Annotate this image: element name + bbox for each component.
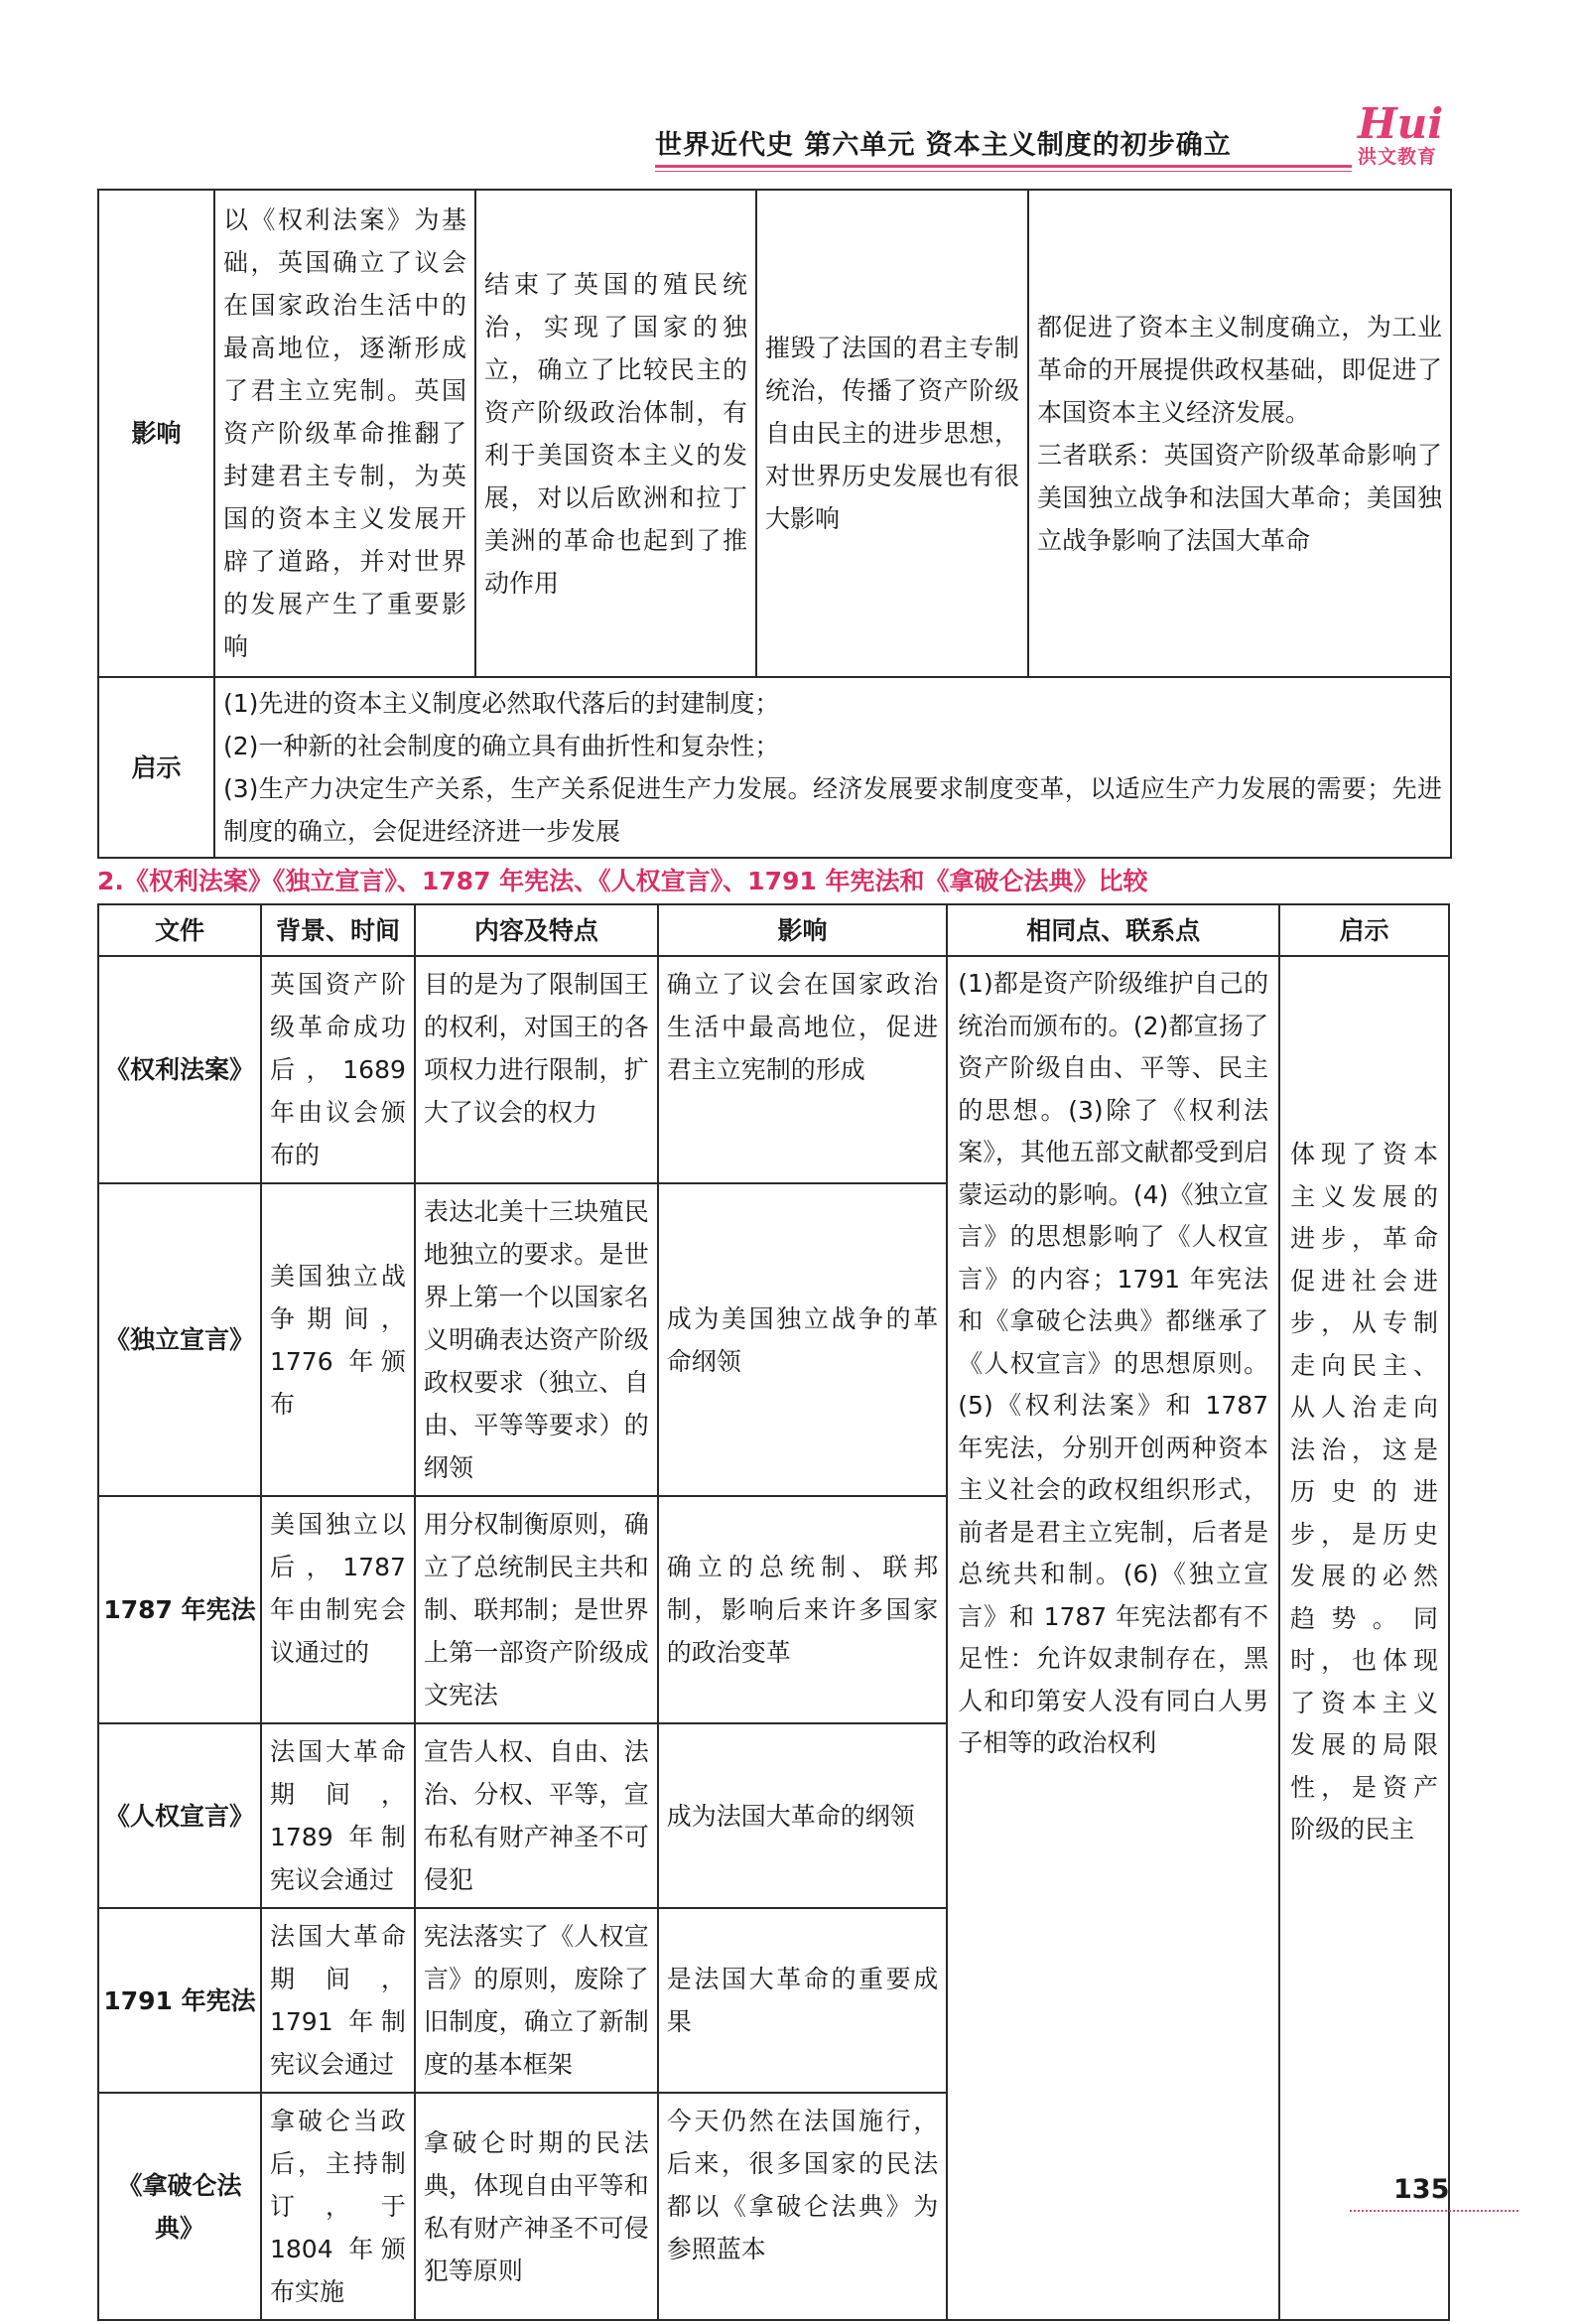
- cell-paragraph: 三者联系：英国资产阶级革命影响了美国独立战争和法国大革命；美国独立战争影响了法国大革命: [1037, 440, 1442, 555]
- table-row-enlightenment: [98, 677, 1451, 858]
- table-cell: 以《权利法案》为基础，英国确立了议会在国家政治生活中的最高地位，逐渐形成了君主立宪制。英国资产阶级革命推翻了封建君主专制，为英国的资本主义发展开辟了道路，并对世界的发展产生了重要影响: [214, 190, 475, 677]
- column-header: 相同点、联系点: [947, 904, 1279, 956]
- page-number-rule: [1350, 2210, 1518, 2212]
- table-cell: 宪法落实了《人权宣言》的原则，废除了旧制度，确立了新制度的基本框架: [415, 1908, 658, 2093]
- table-cell: 拿破仑时期的民法典，体现自由平等和私有财产神圣不可侵犯等原则: [415, 2093, 658, 2320]
- table-cell: 英国资产阶级革命成功后，1689 年由议会颁布的: [261, 956, 415, 1183]
- doc-name: 1791 年宪法: [98, 1908, 261, 2093]
- table-cell: 今天仍然在法国施行，后来，很多国家的民法都以《拿破仑法典》为参照蓝本: [658, 2093, 948, 2320]
- header-rule-thin: [655, 171, 1352, 172]
- doc-name: 《拿破仑法典》: [98, 2093, 261, 2320]
- documents-comparison-table: [97, 903, 1450, 2321]
- table-cell: 美国独立战争期间，1776 年颁布: [261, 1183, 415, 1496]
- list-item: (2)一种新的社会制度的确立具有曲折性和复杂性；: [223, 732, 780, 760]
- header-rule: [655, 165, 1352, 168]
- table-cell: 摧毁了法国的君主专制统治，传播了资产阶级自由民主的进步思想，对世界历史发展也有很大影响: [756, 190, 1028, 677]
- doc-name: 《人权宣言》: [98, 1723, 261, 1908]
- logo-mark: Hui: [1358, 99, 1444, 148]
- table-cell: 法国大革命期间，1791 年制宪议会通过: [261, 1908, 415, 2093]
- section-title: 2.《权利法案》《独立宣言》、1787 年宪法、《人权宣言》、1791 年宪法和《拿破仑法典》比较: [97, 867, 1148, 895]
- cell-paragraph: 都促进了资本主义制度确立，为工业革命的开展提供政权基础，即促进了本国资本主义经济发展。: [1037, 312, 1442, 427]
- table-cell: 目的是为了限制国王的权利，对国王的各项权力进行限制，扩大了议会的权力: [415, 956, 658, 1183]
- column-header: 影响: [658, 904, 948, 956]
- list-item: (3)生产力决定生产关系，生产关系促进生产力发展。经济发展要求制度变革，以适应生产力发展的需要；先进制度的确立，会促进经济进一步发展: [223, 774, 1442, 846]
- table-cell: 成为美国独立战争的革命纲领: [658, 1183, 948, 1496]
- table-cell: 用分权制衡原则，确立了总统制民主共和制、联邦制；是世界上第一部资产阶级成文宪法: [415, 1496, 658, 1723]
- column-header: 背景、时间: [261, 904, 415, 956]
- table-cell: 确立的总统制、联邦制，影响后来许多国家的政治变革: [658, 1496, 948, 1723]
- doc-name: 1787 年宪法: [98, 1496, 261, 1723]
- table-cell: [1028, 190, 1451, 677]
- table-cell: 成为法国大革命的纲领: [658, 1723, 948, 1908]
- table-cell: [214, 677, 1451, 858]
- table-cell: 是法国大革命的重要成果: [658, 1908, 948, 2093]
- comparison-table-top: [97, 189, 1452, 859]
- table-cell: 法国大革命期间，1789 年制宪议会通过: [261, 1723, 415, 1908]
- page-number: 135: [1393, 2174, 1450, 2205]
- column-header: 启示: [1279, 904, 1449, 956]
- table-header-row: [98, 904, 1449, 956]
- list-item: (1)先进的资本主义制度必然取代落后的封建制度；: [223, 689, 780, 718]
- enlightenment-cell: 体现了资本主义发展的进步，革命促进社会进步，从专制走向民主、从人治走向法治，这是历史的进步，是历史发展的必然趋势。同时，也体现了资本主义发展的局限性，是资产阶级的民主: [1279, 956, 1449, 2320]
- common-points-cell: (1)都是资产阶级维护自己的统治而颁布的。(2)都宣扬了资产阶级自由、平等、民主的思想。(3)除了《权利法案》，其他五部文献都受到启蒙运动的影响。(4)《独立宣言》的思想影响了《人权宣言》的内容；1791 年宪法和《拿破仑法典》都继承了《人权宣言》的思想原则。(5)《权利法案》和 1787 年宪法，分别开创两种资本主义社会的政权组织形式，前者是君主立宪制，后者是总统共和制。(6)《独立宣言》和 1787 年宪法都有不足性：允许奴隶制存在，黑人和印第安人没有同白人男子相等的政治权利: [947, 956, 1279, 2320]
- logo-subtitle: 洪文教育: [1358, 146, 1438, 168]
- table-row-influence: [98, 190, 1451, 677]
- table-cell: 表达北美十三块殖民地独立的要求。是世界上第一个以国家名义明确表达资产阶级政权要求（独立、自由、平等等要求）的纲领: [415, 1183, 658, 1496]
- column-header: 文件: [98, 904, 261, 956]
- doc-name: 《权利法案》: [98, 956, 261, 1183]
- table-cell: 结束了英国的殖民统治，实现了国家的独立，确立了比较民主的资产阶级政治体制，有利于美国资本主义的发展，对以后欧洲和拉丁美洲的革命也起到了推动作用: [475, 190, 756, 677]
- table-cell: 美国独立以后，1787 年由制宪会议通过的: [261, 1496, 415, 1723]
- running-header: 世界近代史 第六单元 资本主义制度的初步确立: [655, 130, 1232, 161]
- row-head-enlightenment: 启示: [98, 677, 214, 858]
- row-head-influence: 影响: [98, 190, 214, 677]
- table-cell: 确立了议会在国家政治生活中最高地位，促进君主立宪制的形成: [658, 956, 948, 1183]
- table-row: [98, 956, 1449, 1183]
- publisher-logo: [1358, 99, 1449, 175]
- table-cell: 宣告人权、自由、法治、分权、平等，宣布私有财产神圣不可侵犯: [415, 1723, 658, 1908]
- column-header: 内容及特点: [415, 904, 658, 956]
- table-cell: 拿破仑当政后，主持制订，于 1804 年颁布实施: [261, 2093, 415, 2320]
- doc-name: 《独立宣言》: [98, 1183, 261, 1496]
